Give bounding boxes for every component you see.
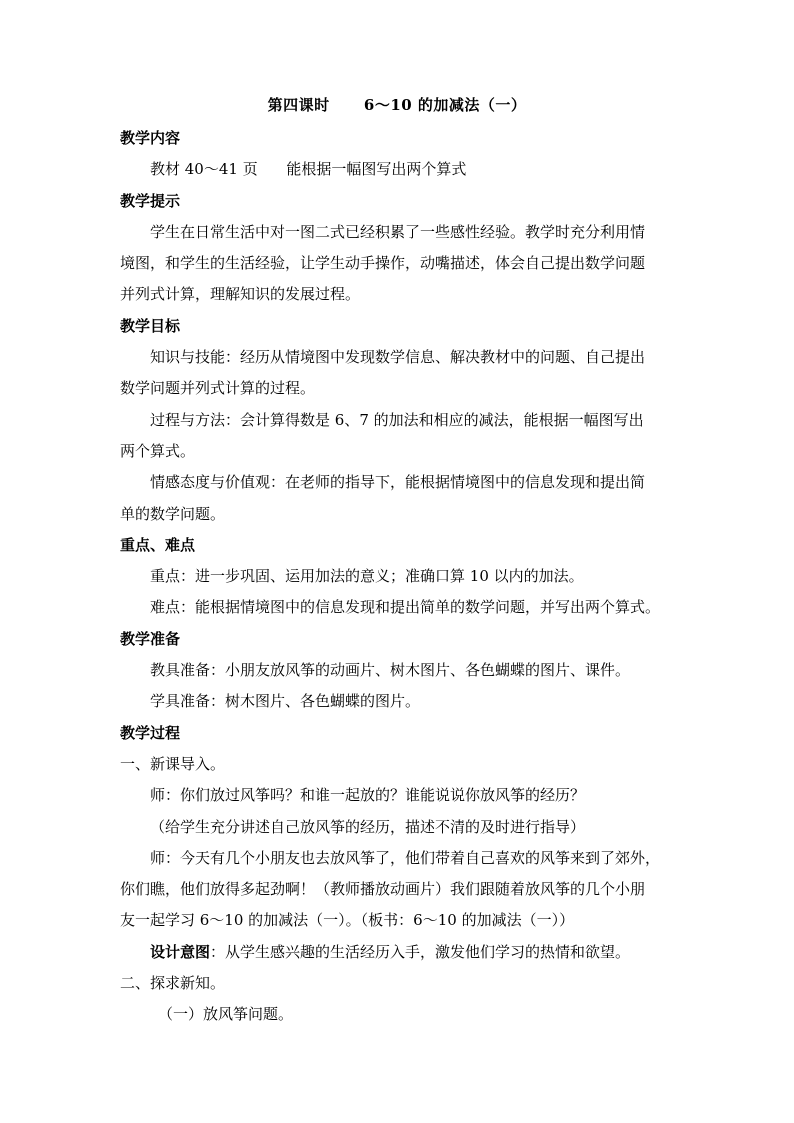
paragraph-line: 友一起学习 6～10 的加减法（一）。（板书：6～10 的加减法（一））	[120, 911, 575, 930]
paragraph-line: 学生在日常生活中对一图二式已经积累了一些感性经验。教学时充分利用情	[150, 222, 646, 241]
design-intent-line	[120, 937, 680, 968]
paragraph-line: 两个算式。	[120, 441, 196, 460]
heading-process: 教学过程	[120, 723, 181, 742]
page-title: 第四课时 6～10 的加减法（一）	[267, 96, 527, 114]
paragraph-line: 单的数学问题。	[120, 504, 226, 523]
design-intent-text: ：从学生感兴趣的生活经历入手，激发他们学习的热情和欲望。	[210, 942, 631, 961]
heading-goals: 教学目标	[120, 316, 181, 335]
paragraph-line: 师：今天有几个小朋友也去放风筝了，他们带着自己喜欢的风筝来到了郊外，	[150, 848, 661, 867]
paragraph-line: 境图，和学生的生活经验，让学生动手操作，动嘴描述，体会自己提出数学问题	[120, 254, 646, 273]
paragraph-line: 数学问题并列式计算的过程。	[120, 379, 316, 398]
paragraph-line: 过程与方法：会计算得数是 6、7 的加法和相应的减法，能根据一幅图写出	[150, 410, 644, 429]
paragraph-line: 重点：进一步巩固、运用加法的意义；准确口算 10 以内的加法。	[150, 567, 584, 586]
heading-preparation: 教学准备	[120, 629, 181, 648]
paragraph-line: （给学生充分讲述自己放风筝的经历，描述不清的及时进行指导）	[150, 817, 586, 836]
document-body	[120, 123, 680, 1031]
paragraph-line: 学具准备：树木图片、各色蝴蝶的图片。	[150, 692, 421, 711]
heading-content: 教学内容	[120, 129, 181, 147]
paragraph-line: 知识与技能：经历从情境图中发现数学信息、解决教材中的问题、自己提出	[150, 348, 646, 367]
paragraph-line: 教具准备：小朋友放风筝的动画片、树木图片、各色蝴蝶的图片、课件。	[150, 661, 631, 680]
paragraph-line: 你们瞧，他们放得多起劲啊！（教师播放动画片）我们跟随着放风筝的几个小朋	[120, 880, 646, 899]
paragraph-line: 难点：能根据情境图中的信息发现和提出简单的数学问题，并写出两个算式。	[150, 598, 661, 617]
paragraph-line: 师：你们放过风筝吗？和谁一起放的？谁能说说你放风筝的经历？	[150, 786, 586, 805]
step-heading: 一、新课导入。	[120, 754, 226, 773]
step-heading: 二、探求新知。	[120, 974, 226, 993]
heading-tips: 教学提示	[120, 191, 181, 210]
sub-heading: （一）放风筝问题。	[158, 1005, 294, 1024]
heading-key-points: 重点、难点	[120, 535, 196, 554]
paragraph-line: 并列式计算，理解知识的发展过程。	[120, 285, 361, 304]
paragraph-line: 情感态度与价值观：在老师的指导下，能根据情境图中的信息发现和提出简	[150, 473, 646, 492]
paragraph-line: 教材 40～41 页 能根据一幅图写出两个算式	[150, 160, 467, 179]
design-intent-label: 设计意图	[150, 942, 211, 961]
